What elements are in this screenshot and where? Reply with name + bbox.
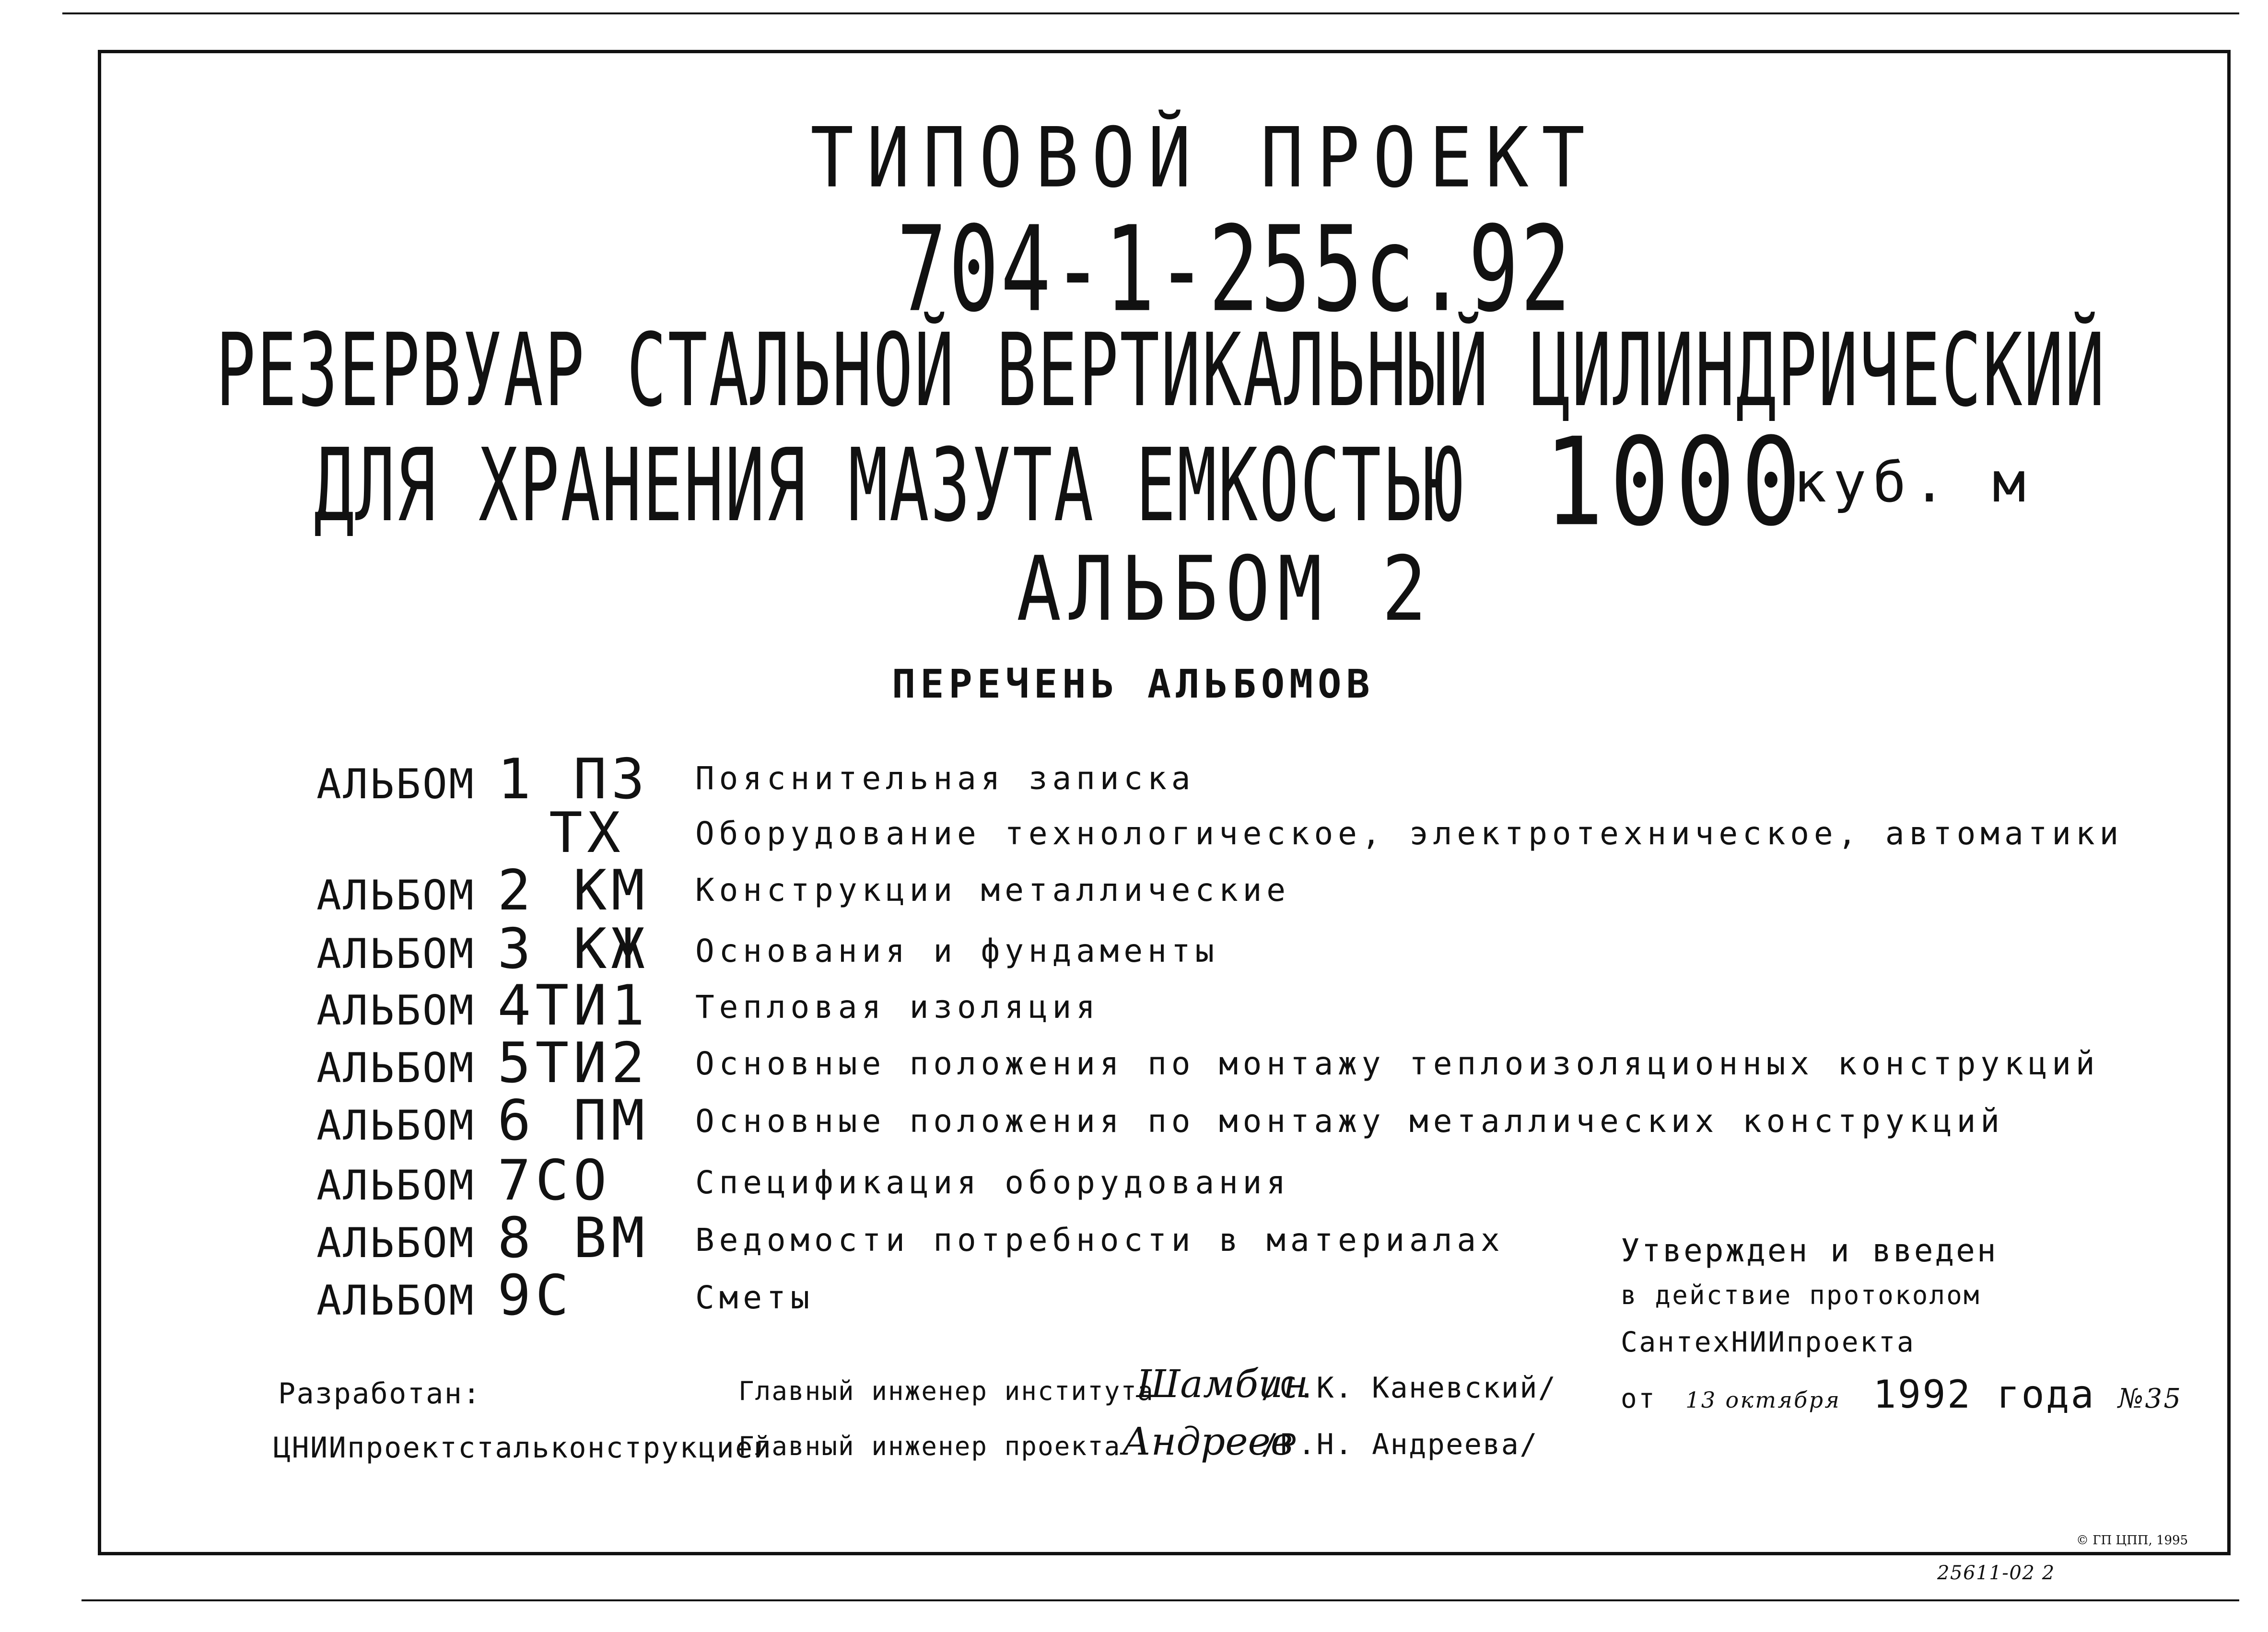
- top-rule: [62, 12, 2239, 14]
- album-row-description: Пояснительная записка: [695, 760, 1195, 797]
- album-row-description: Тепловая изоляция: [695, 989, 1100, 1026]
- title-storage: ДЛЯ ХРАНЕНИЯ МАЗУТА ЕМКОСТЬЮ: [314, 427, 1465, 544]
- signature-role: Главный инженер института: [738, 1376, 1154, 1406]
- approval-line: в действие протоколом: [1621, 1280, 1981, 1310]
- signature-handwritten: Андреев: [1122, 1419, 1293, 1464]
- developer-label: Разработан:: [278, 1377, 481, 1411]
- album-row-description: Спецификация оборудования: [695, 1164, 1290, 1201]
- title-reservoir: РЕЗЕРВУАР СТАЛЬНОЙ ВЕРТИКАЛЬНЫЙ ЦИЛИНДРИЧЕСКИЙ: [216, 312, 2106, 429]
- bottom-rule: [82, 1599, 2239, 1601]
- album-title: АЛЬБОМ 2: [1017, 537, 1434, 641]
- album-row-label: АЛЬБОМ 9С: [316, 1263, 573, 1328]
- approval-number: №35: [2118, 1383, 2183, 1414]
- album-row-label: АЛЬБОМ 2 КМ: [316, 858, 649, 923]
- capacity-unit: куб. м: [1793, 451, 2033, 515]
- album-row-label: АЛЬБОМ 5ТИ2: [316, 1031, 649, 1096]
- approval-date: 13 октября: [1685, 1387, 1841, 1413]
- album-row-description: Основания и фундаменты: [695, 933, 1219, 969]
- signature-name: /С.К. Каневский/: [1261, 1371, 1557, 1405]
- album-row-description: Конструкции металлические: [695, 872, 1290, 909]
- developer-organization: ЦНИИпроектстальконструкцией: [273, 1431, 772, 1465]
- copyright: © ГП ЦПП, 1995: [2076, 1533, 2188, 1548]
- album-row-description: Оборудование технологическое, электротехническое, автоматики: [695, 815, 2124, 852]
- album-row-description: Основные положения по монтажу металлических конструкций: [695, 1103, 2004, 1140]
- sheet-code: 25611-02 2: [1937, 1562, 2055, 1584]
- approval-line: СантехНИИпроекта: [1621, 1326, 1916, 1358]
- approval-date-line: от 13 октября 1992 года №35: [1621, 1372, 2183, 1417]
- album-list-title: ПЕРЕЧЕНЬ АЛЬБОМОВ: [892, 662, 1375, 707]
- album-row-description: Ведомости потребности в материалах: [695, 1222, 1505, 1259]
- album-row-description: Сметы: [695, 1279, 815, 1316]
- album-row-label: АЛЬБОМ 3 КЖ: [316, 917, 649, 981]
- title-typical-project: ТИПОВОЙ ПРОЕКТ: [810, 110, 1598, 207]
- signature-handwritten: Шамбин: [1136, 1362, 1309, 1406]
- album-row-label: АЛЬБОМ 4ТИ1: [316, 973, 649, 1038]
- album-row-label: АЛЬБОМ 6 ПМ: [316, 1088, 649, 1153]
- approval-year: 1992 года: [1873, 1372, 2096, 1417]
- album-row-description: Основные положения по монтажу теплоизоляционных конструкций: [695, 1045, 2100, 1082]
- project-number: 704-1-255с.92: [897, 201, 1573, 338]
- album-row-code: ТХ: [549, 801, 625, 865]
- album-row-label: АЛЬБОМ 1 ПЗ: [316, 747, 649, 812]
- approval-line: Утвержден и введен: [1621, 1232, 1998, 1269]
- album-row-label: АЛЬБОМ 7СО: [316, 1148, 611, 1213]
- signature-name: /Р.Н. Андреева/: [1261, 1428, 1538, 1461]
- capacity-value: 1000: [1544, 412, 1807, 553]
- album-row-label: АЛЬБОМ 8 ВМ: [316, 1206, 649, 1271]
- signature-role: Главный инженер проекта: [738, 1431, 1121, 1461]
